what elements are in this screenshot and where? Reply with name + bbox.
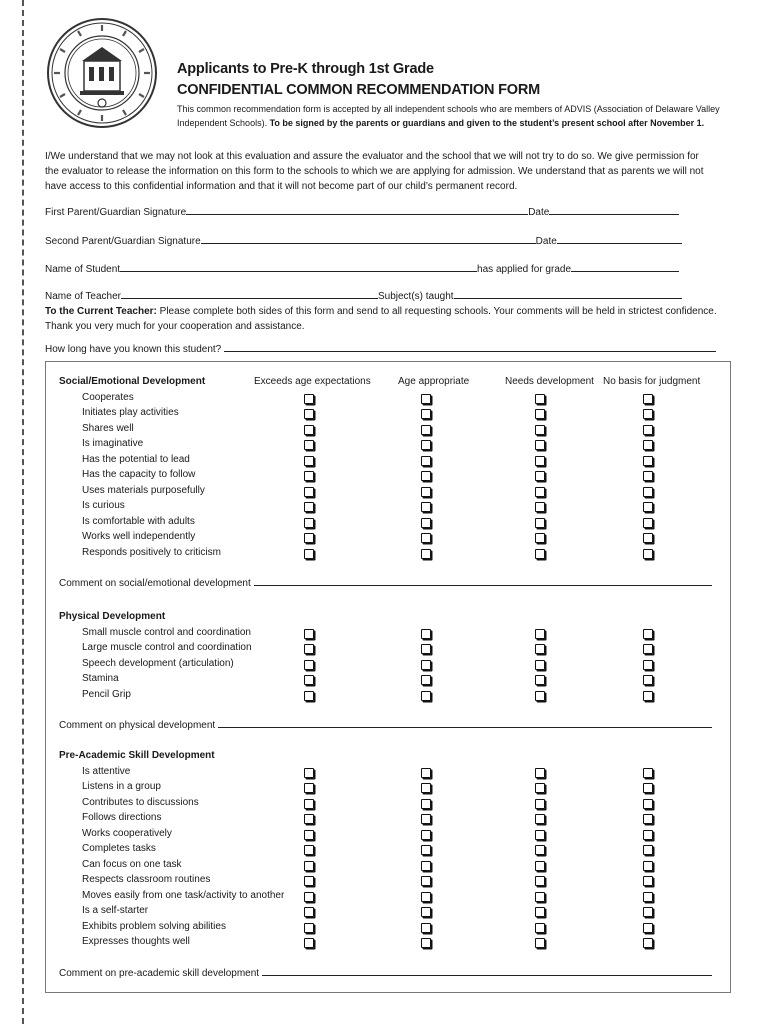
rating-checkbox-needs-development[interactable]	[535, 938, 545, 948]
student-name-label: Name of Student	[45, 264, 121, 275]
rating-checkbox-exceeds[interactable]	[304, 876, 314, 886]
criterion-speech-development-articulation: Speech development (articulation)	[82, 657, 234, 669]
criterion-is-attentive: Is attentive	[82, 765, 131, 777]
rating-checkbox-exceeds[interactable]	[304, 660, 314, 670]
rating-checkbox-exceeds[interactable]	[304, 861, 314, 871]
rating-checkbox-needs-development[interactable]	[535, 644, 545, 654]
rating-checkbox-no-basis[interactable]	[643, 440, 653, 450]
section-title: Physical Development	[59, 611, 166, 622]
rating-checkbox-age-appropriate[interactable]	[421, 876, 431, 886]
rating-checkbox-exceeds[interactable]	[304, 845, 314, 855]
section-comment-label: Comment on social/emotional development	[59, 578, 251, 589]
criterion-works-well-independently: Works well independently	[82, 531, 196, 542]
criterion-has-the-potential-to-lead: Has the potential to lead	[82, 453, 190, 465]
rating-checkbox-no-basis[interactable]	[643, 923, 653, 933]
rating-checkbox-age-appropriate[interactable]	[421, 783, 431, 793]
rating-checkbox-no-basis[interactable]	[643, 409, 653, 419]
rating-checkbox-no-basis[interactable]	[643, 861, 653, 871]
criterion-is-a-self-starter: Is a self-starter	[82, 905, 149, 916]
criterion-listens-in-a-group: Listens in a group	[82, 781, 161, 792]
subjects-field[interactable]	[454, 289, 682, 299]
criterion-is-comfortable-with-adults: Is comfortable with adults	[82, 515, 195, 527]
rating-checkbox-age-appropriate[interactable]	[421, 644, 431, 654]
teacher-note-text: Please complete both sides of this form and send to all requesting schools. Your comments will be held in strictest confidence. Thank you very much for your cooperation and assistance.	[45, 306, 717, 332]
first-date-field[interactable]	[549, 205, 679, 215]
criterion-cooperates: Cooperates	[82, 391, 134, 403]
rating-checkbox-exceeds[interactable]	[304, 938, 314, 948]
first-date-label: Date	[528, 207, 550, 218]
rating-checkbox-age-appropriate[interactable]	[421, 518, 431, 528]
rating-checkbox-age-appropriate[interactable]	[421, 799, 431, 809]
consent-statement: I/We understand that we may not look at this evaluation and assure the evaluator and the school that we will not try to do so. We give permission for the evaluator to release the information on this form to the schools to which we are applying for admission. We understand that as parents we will not have access to this confidential information and that it will not become part of our child’s permanent record.	[45, 151, 704, 192]
rating-checkbox-needs-development[interactable]	[535, 768, 545, 778]
rating-checkbox-no-basis[interactable]	[643, 502, 653, 512]
perforation-line	[22, 0, 24, 1024]
rating-checkbox-age-appropriate[interactable]	[421, 440, 431, 450]
intro-bold-text: To be signed by the parents or guardians and given to the student’s present school after November 1.	[269, 118, 705, 128]
section-comment-line	[59, 966, 712, 979]
rating-checkbox-age-appropriate[interactable]	[421, 814, 431, 824]
rating-checkbox-age-appropriate[interactable]	[421, 907, 431, 917]
form-title: Applicants to Pre-K through 1st Grade	[177, 61, 434, 77]
criterion-follows-directions: Follows directions	[82, 812, 162, 823]
rating-checkbox-age-appropriate[interactable]	[421, 409, 431, 419]
rating-checkbox-needs-development[interactable]	[535, 502, 545, 512]
criterion-has-the-capacity-to-follow: Has the capacity to follow	[82, 469, 196, 480]
rating-checkbox-age-appropriate[interactable]	[421, 845, 431, 855]
teacher-name-label: Name of Teacher	[45, 291, 121, 302]
rating-checkbox-age-appropriate[interactable]	[421, 471, 431, 481]
criterion-works-cooperatively: Works cooperatively	[82, 827, 172, 839]
rating-checkbox-age-appropriate[interactable]	[421, 830, 431, 840]
rating-checkbox-age-appropriate[interactable]	[421, 675, 431, 685]
criterion-responds-positively-to-criticism: Responds positively to criticism	[82, 546, 221, 558]
intro-text	[177, 102, 732, 130]
rating-checkbox-needs-development[interactable]	[535, 487, 545, 497]
rating-checkbox-needs-development[interactable]	[535, 394, 545, 404]
rating-checkbox-age-appropriate[interactable]	[421, 768, 431, 778]
rating-checkbox-exceeds[interactable]	[304, 394, 314, 404]
rating-checkbox-exceeds[interactable]	[304, 923, 314, 933]
rating-checkbox-needs-development[interactable]	[535, 783, 545, 793]
rating-checkbox-no-basis[interactable]	[643, 892, 653, 902]
rating-checkbox-needs-development[interactable]	[535, 845, 545, 855]
section-comment-field[interactable]	[262, 966, 712, 976]
rating-checkbox-needs-development[interactable]	[535, 799, 545, 809]
rating-checkbox-needs-development[interactable]	[535, 892, 545, 902]
rating-checkbox-exceeds[interactable]	[304, 892, 314, 902]
rating-checkbox-age-appropriate[interactable]	[421, 923, 431, 933]
rating-checkbox-age-appropriate[interactable]	[421, 861, 431, 871]
section-comment-field[interactable]	[218, 718, 712, 728]
rating-checkbox-no-basis[interactable]	[643, 876, 653, 886]
criterion-small-muscle-control-and-coordination: Small muscle control and coordination	[82, 626, 251, 638]
rating-checkbox-needs-development[interactable]	[535, 409, 545, 419]
second-date-field[interactable]	[557, 234, 682, 244]
rating-checkbox-needs-development[interactable]	[535, 425, 545, 435]
section-comment-label: Comment on pre-academic skill development	[59, 967, 260, 979]
rating-checkbox-needs-development[interactable]	[535, 907, 545, 917]
criterion-completes-tasks: Completes tasks	[82, 843, 156, 854]
section-comment-line	[59, 576, 712, 589]
rating-checkbox-no-basis[interactable]	[643, 814, 653, 824]
rating-checkbox-no-basis[interactable]	[643, 549, 653, 559]
criterion-exhibits-problem-solving-abilities: Exhibits problem solving abilities	[82, 920, 226, 932]
rating-checkbox-no-basis[interactable]	[643, 830, 653, 840]
rating-checkbox-no-basis[interactable]	[643, 394, 653, 404]
student-name-field[interactable]	[120, 262, 477, 272]
rating-checkbox-exceeds[interactable]	[304, 471, 314, 481]
criterion-respects-classroom-routines: Respects classroom routines	[82, 874, 211, 885]
second-date-label: Date	[535, 236, 557, 247]
known-duration-field[interactable]	[224, 342, 716, 352]
rating-checkbox-needs-development[interactable]	[535, 691, 545, 701]
known-duration-label: How long have you known this student?	[45, 344, 222, 355]
rating-checkbox-age-appropriate[interactable]	[421, 629, 431, 639]
rating-checkbox-age-appropriate[interactable]	[421, 892, 431, 902]
rating-checkbox-no-basis[interactable]	[643, 629, 653, 639]
subjects-label: Subject(s) taught	[377, 291, 454, 302]
rating-checkbox-exceeds[interactable]	[304, 783, 314, 793]
rating-checkbox-exceeds[interactable]	[304, 549, 314, 559]
school-seal-logo	[46, 17, 158, 129]
criterion-is-imaginative: Is imaginative	[82, 438, 144, 449]
rating-checkbox-needs-development[interactable]	[535, 660, 545, 670]
rating-checkbox-no-basis[interactable]	[643, 456, 653, 466]
rating-checkbox-age-appropriate[interactable]	[421, 549, 431, 559]
rating-checkbox-exceeds[interactable]	[304, 425, 314, 435]
criterion-uses-materials-purposefully: Uses materials purposefully	[82, 484, 205, 496]
rating-checkbox-no-basis[interactable]	[643, 907, 653, 917]
column-header-exceeds: Exceeds age expectations	[254, 376, 371, 387]
criterion-contributes-to-discussions: Contributes to discussions	[82, 796, 199, 808]
criterion-stamina: Stamina	[82, 673, 119, 684]
criterion-expresses-thoughts-well: Expresses thoughts well	[82, 936, 190, 947]
rating-checkbox-needs-development[interactable]	[535, 675, 545, 685]
rating-checkbox-no-basis[interactable]	[643, 644, 653, 654]
teacher-name-field[interactable]	[121, 289, 378, 299]
rating-checkbox-no-basis[interactable]	[643, 471, 653, 481]
known-duration-line	[45, 342, 716, 355]
first-signature-field[interactable]	[186, 205, 528, 215]
rating-checkbox-age-appropriate[interactable]	[421, 425, 431, 435]
applied-grade-field[interactable]	[571, 262, 679, 272]
rating-checkbox-exceeds[interactable]	[304, 675, 314, 685]
rating-checkbox-age-appropriate[interactable]	[421, 487, 431, 497]
applied-grade-label: has applied for grade	[477, 264, 572, 275]
rating-checkbox-needs-development[interactable]	[535, 861, 545, 871]
rating-checkbox-exceeds[interactable]	[304, 814, 314, 824]
rating-checkbox-exceeds[interactable]	[304, 502, 314, 512]
rating-checkbox-exceeds[interactable]	[304, 440, 314, 450]
rating-checkbox-needs-development[interactable]	[535, 456, 545, 466]
rating-checkbox-exceeds[interactable]	[304, 799, 314, 809]
rating-checkbox-no-basis[interactable]	[643, 425, 653, 435]
rating-checkbox-no-basis[interactable]	[643, 533, 653, 543]
rating-checkbox-exceeds[interactable]	[304, 644, 314, 654]
rating-checkbox-no-basis[interactable]	[643, 518, 653, 528]
rating-checkbox-exceeds[interactable]	[304, 691, 314, 701]
rating-checkbox-no-basis[interactable]	[643, 768, 653, 778]
rating-checkbox-exceeds[interactable]	[304, 830, 314, 840]
rating-checkbox-exceeds[interactable]	[304, 409, 314, 419]
section-comment-field[interactable]	[254, 576, 712, 586]
rating-checkbox-exceeds[interactable]	[304, 768, 314, 778]
rating-checkbox-needs-development[interactable]	[535, 471, 545, 481]
rating-checkbox-exceeds[interactable]	[304, 518, 314, 528]
second-signature-line	[45, 234, 682, 247]
rating-checkbox-exceeds[interactable]	[304, 456, 314, 466]
rating-checkbox-age-appropriate[interactable]	[421, 502, 431, 512]
teacher-instructions	[45, 304, 725, 334]
teacher-note-heading: To the Current Teacher:	[45, 306, 157, 317]
intro-plain-text: This common recommendation form is accepted by all independent schools who are members of ADVIS (Association of Delaware Valley Independent Schools).	[177, 104, 720, 128]
rating-checkbox-no-basis[interactable]	[643, 675, 653, 685]
rating-checkbox-age-appropriate[interactable]	[421, 456, 431, 466]
criterion-large-muscle-control-and-coordination: Large muscle control and coordination	[82, 642, 252, 653]
rating-checkbox-exceeds[interactable]	[304, 533, 314, 543]
criterion-moves-easily-from-one-task-activity-to-another: Moves easily from one task/activity to another	[82, 889, 285, 901]
rating-checkbox-no-basis[interactable]	[643, 799, 653, 809]
rating-checkbox-exceeds[interactable]	[304, 907, 314, 917]
rating-checkbox-no-basis[interactable]	[643, 660, 653, 670]
rating-checkbox-exceeds[interactable]	[304, 487, 314, 497]
section-title: Social/Emotional Development	[59, 376, 206, 387]
rating-checkbox-needs-development[interactable]	[535, 518, 545, 528]
rating-checkbox-needs-development[interactable]	[535, 629, 545, 639]
criterion-can-focus-on-one-task: Can focus on one task	[82, 858, 182, 870]
second-signature-label: Second Parent/Guardian Signature	[45, 236, 201, 247]
rating-checkbox-needs-development[interactable]	[535, 830, 545, 840]
criterion-pencil-grip: Pencil Grip	[82, 688, 131, 700]
rating-checkbox-no-basis[interactable]	[643, 938, 653, 948]
section-title: Pre-Academic Skill Development	[59, 750, 215, 761]
rating-checkbox-age-appropriate[interactable]	[421, 533, 431, 543]
section-comment-line	[59, 718, 712, 731]
rating-checkbox-no-basis[interactable]	[643, 845, 653, 855]
student-name-line	[45, 262, 679, 275]
rating-checkbox-age-appropriate[interactable]	[421, 394, 431, 404]
rating-checkbox-needs-development[interactable]	[535, 533, 545, 543]
rating-checkbox-needs-development[interactable]	[535, 440, 545, 450]
first-signature-line	[45, 205, 679, 218]
rating-checkbox-no-basis[interactable]	[643, 691, 653, 701]
rating-checkbox-needs-development[interactable]	[535, 876, 545, 886]
criterion-is-curious: Is curious	[82, 500, 125, 511]
teacher-name-line	[45, 289, 682, 302]
rating-checkbox-needs-development[interactable]	[535, 814, 545, 824]
rating-checkbox-no-basis[interactable]	[643, 487, 653, 497]
section-comment-label: Comment on physical development	[59, 720, 216, 731]
rating-checkbox-needs-development[interactable]	[535, 923, 545, 933]
criterion-shares-well: Shares well	[82, 422, 134, 434]
rating-checkbox-needs-development[interactable]	[535, 549, 545, 559]
second-signature-field[interactable]	[201, 234, 536, 244]
rating-checkbox-age-appropriate[interactable]	[421, 691, 431, 701]
rating-checkbox-no-basis[interactable]	[643, 783, 653, 793]
rating-checkbox-age-appropriate[interactable]	[421, 938, 431, 948]
column-header-age-appropriate: Age appropriate	[398, 376, 470, 387]
form-subtitle: CONFIDENTIAL COMMON RECOMMENDATION FORM	[177, 82, 540, 98]
rating-checkbox-exceeds[interactable]	[304, 629, 314, 639]
column-header-needs-development: Needs development	[505, 376, 594, 387]
rating-checkbox-age-appropriate[interactable]	[421, 660, 431, 670]
criterion-initiates-play-activities: Initiates play activities	[82, 407, 179, 418]
column-header-no-basis: No basis for judgment	[603, 376, 701, 387]
first-signature-label: First Parent/Guardian Signature	[45, 207, 187, 218]
